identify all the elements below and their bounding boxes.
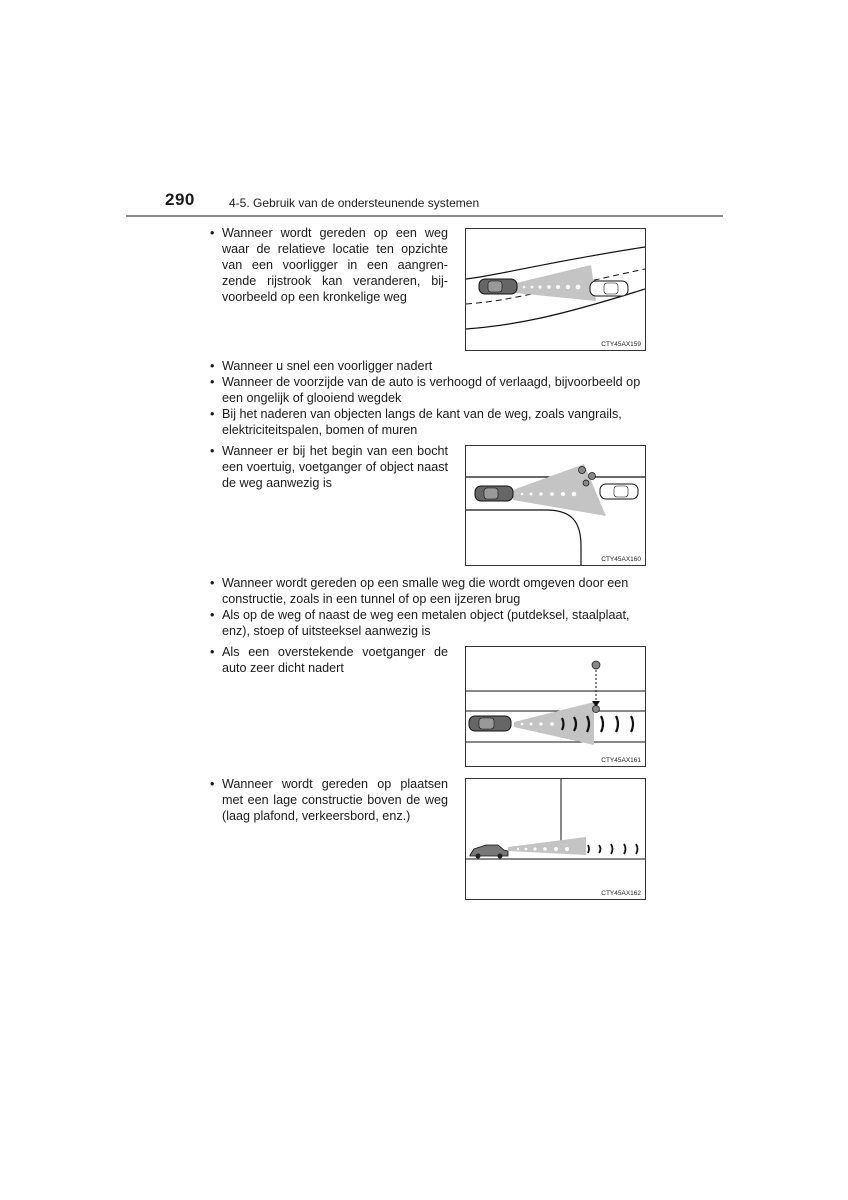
curved-road-car-following-illustration-icon xyxy=(466,229,645,350)
figure-low-structure xyxy=(465,778,646,900)
pedestrian-crossing-illustration-icon xyxy=(466,647,645,766)
figure-code: CTY45AX159 xyxy=(601,341,641,348)
figure-code: CTY45AX161 xyxy=(601,757,641,764)
figure-curve-entry xyxy=(465,445,646,566)
bullet-item-approaching: • Wanneer u snel een voorligger nadert xyxy=(210,358,660,374)
bullet-item-low-structure: • Wanneer wordt gereden op plaatsen met een lage constructie boven de weg (laag plafond, verkeersbord, enz.) xyxy=(210,776,448,824)
low-overhead-structure-illustration-icon xyxy=(466,779,645,899)
bullet-item-metal-object: • Als op de weg of naast de weg een metalen object (putdeksel, staalplaat, enz), stoep of uitsteeksel aanwezig is xyxy=(210,607,660,639)
header-rule xyxy=(126,215,723,217)
bullet-item-pedestrian: • Als een overstekende voetganger de auto zeer dicht nadert xyxy=(210,644,448,676)
bullet-item-front-raised: • Wanneer de voorzijde van de auto is verhoogd of verlaagd, bijvoorbeeld op een ongelijk of glooiend wegdek xyxy=(210,374,660,406)
figure-code: CTY45AX162 xyxy=(601,890,641,897)
figure-code: CTY45AX160 xyxy=(601,556,641,563)
figure-curved-road xyxy=(465,228,646,351)
section-title: 4-5. Gebruik van de ondersteunende systemen xyxy=(229,196,480,210)
bullet-item-roadside-objects: • Bij het naderen van objecten langs de kant van de weg, zoals vangrails, elektriciteitspalen, bomen of muren xyxy=(210,406,660,438)
bullet-item-narrow-road: • Wanneer wordt gereden op een smalle weg die wordt omgeven door een constructie, zoals in een tunnel of op een ijzeren brug xyxy=(210,575,660,607)
bullet-item-curve-start: • Wanneer er bij het begin van een bocht een voertuig, voetganger of object naast de weg aanwezig is xyxy=(210,443,448,491)
page-number: 290 xyxy=(165,190,195,209)
bullet-item-curved-road: • Wanneer wordt gereden op een weg waar de relatieve locatie ten opzichte van een voorligger in een aangren-zende rijstrook kan veranderen, bij-voorbeeld op een kronkelige weg xyxy=(210,225,448,305)
figure-pedestrian xyxy=(465,646,646,767)
curve-entry-object-roadside-illustration-icon xyxy=(466,446,645,565)
